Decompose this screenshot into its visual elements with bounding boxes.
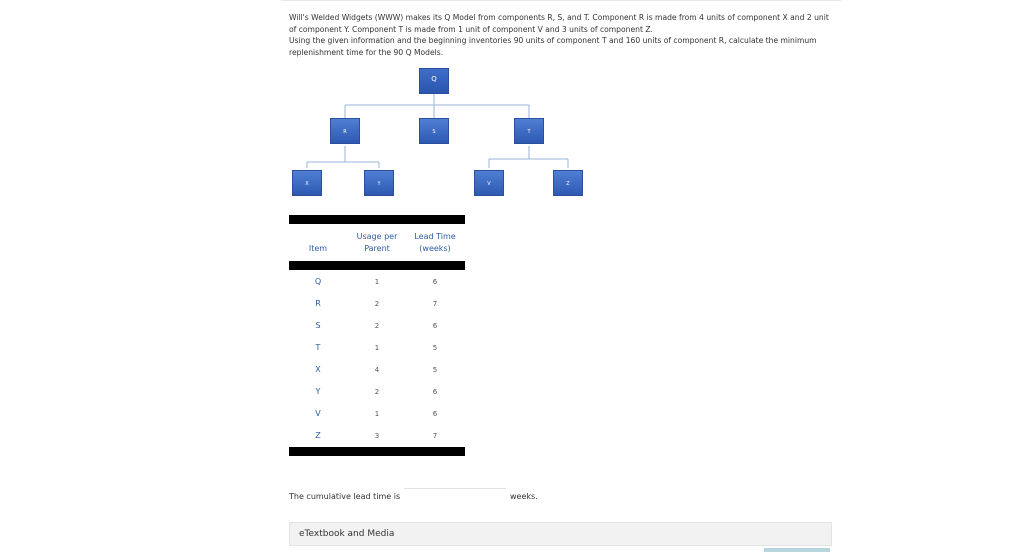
question-line-1: Will's Welded Widgets (WWW) makes its Q Model from components R, S, and T. Component R is made from 4 units of component X and 2 unit of component Y. Component T is made from 1 unit of component V and 3 units of component Z. [289, 13, 829, 34]
table-row [289, 408, 465, 430]
cell-lead: 6 [432, 322, 438, 330]
tree-node-r: R [330, 118, 360, 144]
tree-node-y: Y [364, 170, 394, 196]
answer-suffix: weeks. [510, 492, 538, 501]
question-text [289, 12, 829, 58]
cell-usage: 2 [374, 322, 380, 330]
question-line-2: Using the given information and the beginning inventories 90 units of component T and 160 units of component R, calculate the minimum replenishment time for the 90 Q Models. [289, 36, 817, 57]
tree-node-q: Q [419, 68, 449, 94]
cell-lead: 6 [432, 278, 438, 286]
tree-node-s: S [419, 118, 449, 144]
table-row [289, 342, 465, 364]
table-bottom-rule [289, 447, 465, 456]
header-lead-line1: Lead Time [414, 232, 456, 241]
cell-item: V [315, 409, 321, 418]
table-row [289, 276, 465, 298]
cell-item: R [315, 299, 321, 308]
cell-item: T [315, 343, 321, 352]
cell-lead: 7 [432, 432, 438, 440]
table-row [289, 320, 465, 342]
table-top-rule [289, 215, 465, 224]
cell-usage: 4 [374, 366, 380, 374]
table-row [289, 386, 465, 408]
cell-item: Y [315, 387, 321, 396]
cell-usage: 1 [374, 344, 380, 352]
cell-usage: 2 [374, 388, 380, 396]
cell-lead: 5 [432, 344, 438, 352]
cell-item: Z [315, 431, 321, 440]
submit-button-edge[interactable] [764, 548, 830, 552]
etextbook-media-link[interactable] [289, 522, 832, 546]
tree-node-z: Z [553, 170, 583, 196]
cell-lead: 5 [432, 366, 438, 374]
etextbook-media-label: eTextbook and Media [299, 529, 395, 539]
tree-node-t: T [514, 118, 544, 144]
header-usage-line1: Usage per [356, 232, 398, 241]
header-item: Item [308, 244, 328, 253]
tree-node-v: V [474, 170, 504, 196]
cell-lead: 6 [432, 388, 438, 396]
header-lead-line2: (weeks) [419, 244, 451, 253]
cell-usage: 1 [374, 410, 380, 418]
table-row [289, 298, 465, 320]
header-usage-line2: Parent [364, 244, 390, 253]
cell-lead: 7 [432, 300, 438, 308]
tree-node-x: X [292, 170, 322, 196]
cell-lead: 6 [432, 410, 438, 418]
cell-usage: 3 [374, 432, 380, 440]
answer-prefix: The cumulative lead time is [289, 492, 401, 501]
cell-item: S [315, 321, 321, 330]
cell-item: X [315, 365, 321, 374]
cumulative-lead-time-input[interactable] [404, 488, 506, 505]
cell-item: Q [314, 277, 322, 286]
cell-usage: 1 [374, 278, 380, 286]
cell-usage: 2 [374, 300, 380, 308]
table-row [289, 364, 465, 386]
table-header-rule [289, 261, 465, 270]
